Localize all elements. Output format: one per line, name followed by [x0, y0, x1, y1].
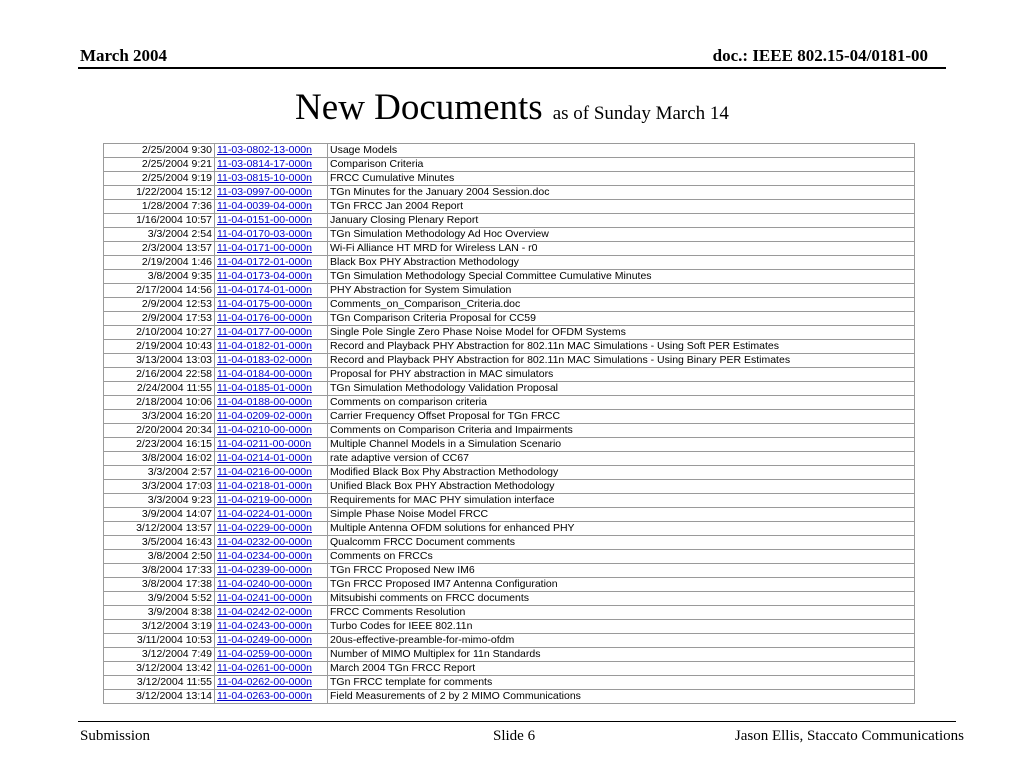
footer-author: Jason Ellis, Staccato Communications [734, 728, 964, 744]
doc-date: 2/20/2004 20:34 [104, 424, 215, 438]
doc-date: 3/11/2004 10:53 [104, 634, 215, 648]
doc-number-cell [215, 550, 328, 564]
table-row [104, 494, 915, 508]
doc-title: Turbo Codes for IEEE 802.11n [328, 620, 915, 634]
doc-number-cell [215, 228, 328, 242]
doc-date: 3/12/2004 3:19 [104, 620, 215, 634]
doc-number-link[interactable]: 11-04-0249-00-000n [217, 634, 312, 646]
header-doc-id: doc.: IEEE 802.15-04/0181-00 [712, 46, 928, 65]
doc-number-link[interactable]: 11-04-0170-03-000n [217, 228, 312, 240]
doc-number-cell [215, 662, 328, 676]
doc-number-link[interactable]: 11-04-0218-01-000n [217, 480, 312, 492]
header-divider [78, 67, 946, 69]
table-row [104, 368, 915, 382]
doc-number-cell [215, 690, 328, 704]
doc-number-cell [215, 256, 328, 270]
doc-title: Requirements for MAC PHY simulation interface [328, 494, 915, 508]
doc-date: 2/9/2004 17:53 [104, 312, 215, 326]
doc-title: 20us-effective-preamble-for-mimo-ofdm [328, 634, 915, 648]
doc-date: 3/9/2004 8:38 [104, 606, 215, 620]
doc-number-cell [215, 508, 328, 522]
doc-date: 2/19/2004 1:46 [104, 256, 215, 270]
doc-title: Usage Models [328, 144, 915, 158]
doc-number-cell [215, 214, 328, 228]
doc-number-cell [215, 158, 328, 172]
doc-number-link[interactable]: 11-04-0210-00-000n [217, 424, 312, 436]
doc-number-cell [215, 466, 328, 480]
doc-number-link[interactable]: 11-04-0151-00-000n [217, 214, 312, 226]
table-row [104, 340, 915, 354]
doc-date: 3/12/2004 13:14 [104, 690, 215, 704]
doc-title: FRCC Cumulative Minutes [328, 172, 915, 186]
doc-number-cell [215, 200, 328, 214]
table-row [104, 690, 915, 704]
table-row [104, 172, 915, 186]
doc-title: Comments_on_Comparison_Criteria.doc [328, 298, 915, 312]
doc-title: TGn FRCC Proposed IM7 Antenna Configuration [328, 578, 915, 592]
doc-number-link[interactable]: 11-04-0219-00-000n [217, 494, 312, 506]
doc-number-link[interactable]: 11-04-0259-00-000n [217, 648, 312, 660]
doc-date: 2/17/2004 14:56 [104, 284, 215, 298]
doc-date: 3/3/2004 2:54 [104, 228, 215, 242]
doc-number-link[interactable]: 11-04-0173-04-000n [217, 270, 312, 282]
doc-number-cell [215, 354, 328, 368]
doc-date: 1/16/2004 10:57 [104, 214, 215, 228]
doc-date: 3/3/2004 17:03 [104, 480, 215, 494]
table-row [104, 410, 915, 424]
doc-date: 3/12/2004 13:57 [104, 522, 215, 536]
table-row [104, 466, 915, 480]
doc-title: March 2004 TGn FRCC Report [328, 662, 915, 676]
doc-number-cell [215, 424, 328, 438]
doc-number-cell [215, 270, 328, 284]
doc-title: Carrier Frequency Offset Proposal for TGn FRCC [328, 410, 915, 424]
doc-number-cell [215, 536, 328, 550]
doc-number-cell [215, 676, 328, 690]
footer-divider [78, 721, 956, 722]
doc-date: 3/3/2004 2:57 [104, 466, 215, 480]
doc-date: 3/5/2004 16:43 [104, 536, 215, 550]
doc-number-link[interactable]: 11-04-0211-00-000n [217, 438, 312, 450]
table-row [104, 200, 915, 214]
doc-title: TGn FRCC template for comments [328, 676, 915, 690]
doc-number-cell [215, 480, 328, 494]
doc-number-cell [215, 592, 328, 606]
table-row [104, 564, 915, 578]
doc-title: Number of MIMO Multiplex for 11n Standards [328, 648, 915, 662]
doc-number-cell [215, 522, 328, 536]
table-row [104, 312, 915, 326]
table-row [104, 242, 915, 256]
doc-title: Wi-Fi Alliance HT MRD for Wireless LAN - r0 [328, 242, 915, 256]
doc-number-cell [215, 578, 328, 592]
table-row [104, 536, 915, 550]
table-row [104, 676, 915, 690]
doc-title: Proposal for PHY abstraction in MAC simulators [328, 368, 915, 382]
doc-number-link[interactable]: 11-04-0184-00-000n [217, 368, 312, 380]
table-row [104, 144, 915, 158]
doc-number-link[interactable]: 11-04-0209-02-000n [217, 410, 312, 422]
table-row [104, 326, 915, 340]
table-row [104, 186, 915, 200]
doc-date: 3/3/2004 16:20 [104, 410, 215, 424]
doc-number-cell [215, 144, 328, 158]
doc-date: 3/8/2004 17:33 [104, 564, 215, 578]
doc-title: TGn Simulation Methodology Special Committee Cumulative Minutes [328, 270, 915, 284]
table-row [104, 424, 915, 438]
doc-title: rate adaptive version of CC67 [328, 452, 915, 466]
doc-number-cell [215, 242, 328, 256]
doc-date: 2/18/2004 10:06 [104, 396, 215, 410]
table-row [104, 214, 915, 228]
doc-title: Unified Black Box PHY Abstraction Methodology [328, 480, 915, 494]
table-row [104, 284, 915, 298]
doc-number-link[interactable]: 11-04-0174-01-000n [217, 284, 312, 296]
footer-submission: Submission [80, 728, 151, 744]
table-row [104, 648, 915, 662]
table-row [104, 634, 915, 648]
documents-table [103, 143, 915, 704]
doc-number-link[interactable]: 11-04-0188-00-000n [217, 396, 312, 408]
doc-number-link[interactable]: 11-04-0232-00-000n [217, 536, 312, 548]
doc-date: 2/19/2004 10:43 [104, 340, 215, 354]
doc-title: FRCC Comments Resolution [328, 606, 915, 620]
doc-number-link[interactable]: 11-04-0175-00-000n [217, 298, 312, 310]
doc-title: Modified Black Box Phy Abstraction Methodology [328, 466, 915, 480]
doc-number-link[interactable]: 11-04-0229-00-000n [217, 522, 312, 534]
slide-title [0, 86, 1024, 129]
doc-number-link[interactable]: 11-03-0997-00-000n [217, 186, 312, 198]
table-row [104, 662, 915, 676]
slide-title-main: New Documents [295, 87, 543, 128]
footer-slide-number: Slide 6 [493, 728, 536, 744]
doc-date: 3/12/2004 7:49 [104, 648, 215, 662]
doc-title: Qualcomm FRCC Document comments [328, 536, 915, 550]
doc-title: Record and Playback PHY Abstraction for 802.11n MAC Simulations - Using Soft PER Estimates [328, 340, 915, 354]
doc-number-link[interactable]: 11-04-0239-00-000n [217, 564, 312, 576]
doc-number-cell [215, 186, 328, 200]
table-row [104, 480, 915, 494]
doc-number-link[interactable]: 11-04-0214-01-000n [217, 452, 312, 464]
doc-number-link[interactable]: 11-04-0263-00-000n [217, 690, 312, 702]
doc-number-link[interactable]: 11-04-0171-00-000n [217, 242, 312, 254]
doc-number-cell [215, 312, 328, 326]
table-row [104, 354, 915, 368]
doc-title: PHY Abstraction for System Simulation [328, 284, 915, 298]
doc-title: TGn Simulation Methodology Ad Hoc Overview [328, 228, 915, 242]
doc-number-cell [215, 634, 328, 648]
doc-number-link[interactable]: 11-04-0185-01-000n [217, 382, 312, 394]
doc-number-cell [215, 382, 328, 396]
doc-date: 3/9/2004 5:52 [104, 592, 215, 606]
doc-number-link[interactable]: 11-03-0802-13-000n [217, 144, 312, 156]
doc-date: 1/28/2004 7:36 [104, 200, 215, 214]
table-row [104, 452, 915, 466]
table-row [104, 298, 915, 312]
doc-number-link[interactable]: 11-03-0815-10-000n [217, 172, 312, 184]
doc-number-link[interactable]: 11-04-0039-04-000n [217, 200, 312, 212]
table-row [104, 396, 915, 410]
doc-number-link[interactable]: 11-04-0261-00-000n [217, 662, 312, 674]
table-row [104, 592, 915, 606]
doc-date: 3/8/2004 9:35 [104, 270, 215, 284]
doc-title: TGn Minutes for the January 2004 Session.doc [328, 186, 915, 200]
doc-date: 3/8/2004 17:38 [104, 578, 215, 592]
doc-number-link[interactable]: 11-04-0177-00-000n [217, 326, 312, 338]
doc-date: 3/8/2004 16:02 [104, 452, 215, 466]
doc-date: 2/25/2004 9:30 [104, 144, 215, 158]
doc-date: 3/9/2004 14:07 [104, 508, 215, 522]
table-row [104, 550, 915, 564]
doc-number-link[interactable]: 11-03-0814-17-000n [217, 158, 312, 170]
doc-title: TGn Simulation Methodology Validation Proposal [328, 382, 915, 396]
table-row [104, 606, 915, 620]
doc-date: 3/12/2004 11:55 [104, 676, 215, 690]
doc-title: TGn FRCC Jan 2004 Report [328, 200, 915, 214]
table-row [104, 438, 915, 452]
doc-number-cell [215, 494, 328, 508]
doc-title: Multiple Antenna OFDM solutions for enhanced PHY [328, 522, 915, 536]
doc-number-cell [215, 368, 328, 382]
doc-title: Comments on FRCCs [328, 550, 915, 564]
doc-number-cell [215, 648, 328, 662]
doc-number-link[interactable]: 11-04-0240-00-000n [217, 578, 312, 590]
doc-number-cell [215, 284, 328, 298]
doc-number-cell [215, 564, 328, 578]
table-row [104, 256, 915, 270]
doc-number-link[interactable]: 11-04-0262-00-000n [217, 676, 312, 688]
doc-number-link[interactable]: 11-04-0234-00-000n [217, 550, 312, 562]
doc-title: Mitsubishi comments on FRCC documents [328, 592, 915, 606]
doc-date: 2/10/2004 10:27 [104, 326, 215, 340]
doc-number-link[interactable]: 11-04-0182-01-000n [217, 340, 312, 352]
documents-table-body [104, 144, 915, 704]
table-row [104, 620, 915, 634]
doc-date: 2/25/2004 9:21 [104, 158, 215, 172]
doc-title: TGn Comparison Criteria Proposal for CC59 [328, 312, 915, 326]
table-row [104, 228, 915, 242]
doc-date: 3/3/2004 9:23 [104, 494, 215, 508]
doc-number-cell [215, 396, 328, 410]
doc-title: Single Pole Single Zero Phase Noise Model for OFDM Systems [328, 326, 915, 340]
table-row [104, 578, 915, 592]
doc-title: January Closing Plenary Report [328, 214, 915, 228]
doc-number-cell [215, 452, 328, 466]
doc-number-link[interactable]: 11-04-0243-00-000n [217, 620, 312, 632]
doc-number-cell [215, 438, 328, 452]
doc-number-link[interactable]: 11-04-0242-02-000n [217, 606, 312, 618]
doc-date: 2/16/2004 22:58 [104, 368, 215, 382]
doc-date: 2/9/2004 12:53 [104, 298, 215, 312]
doc-title: Black Box PHY Abstraction Methodology [328, 256, 915, 270]
doc-number-cell [215, 298, 328, 312]
doc-date: 1/22/2004 15:12 [104, 186, 215, 200]
doc-date: 2/23/2004 16:15 [104, 438, 215, 452]
table-row [104, 382, 915, 396]
doc-number-cell [215, 606, 328, 620]
doc-date: 3/12/2004 13:42 [104, 662, 215, 676]
doc-number-cell [215, 340, 328, 354]
doc-date: 3/13/2004 13:03 [104, 354, 215, 368]
doc-number-link[interactable]: 11-04-0224-01-000n [217, 508, 312, 520]
doc-date: 2/3/2004 13:57 [104, 242, 215, 256]
table-row [104, 508, 915, 522]
doc-number-link[interactable]: 11-04-0241-00-000n [217, 592, 312, 604]
doc-title: Record and Playback PHY Abstraction for 802.11n MAC Simulations - Using Binary PER Estimates [328, 354, 915, 368]
doc-title: Comments on Comparison Criteria and Impairments [328, 424, 915, 438]
doc-title: Comparison Criteria [328, 158, 915, 172]
doc-title: Comments on comparison criteria [328, 396, 915, 410]
doc-number-cell [215, 620, 328, 634]
doc-number-cell [215, 326, 328, 340]
doc-number-link[interactable]: 11-04-0216-00-000n [217, 466, 312, 478]
doc-number-link[interactable]: 11-04-0176-00-000n [217, 312, 312, 324]
doc-number-cell [215, 172, 328, 186]
doc-date: 3/8/2004 2:50 [104, 550, 215, 564]
doc-title: Field Measurements of 2 by 2 MIMO Communications [328, 690, 915, 704]
doc-title: Simple Phase Noise Model FRCC [328, 508, 915, 522]
doc-title: Multiple Channel Models in a Simulation Scenario [328, 438, 915, 452]
doc-number-link[interactable]: 11-04-0172-01-000n [217, 256, 312, 268]
header-date: March 2004 [80, 46, 168, 65]
table-row [104, 270, 915, 284]
table-row [104, 522, 915, 536]
slide-title-subtitle: as of Sunday March 14 [552, 103, 729, 124]
doc-title: TGn FRCC Proposed New IM6 [328, 564, 915, 578]
table-row [104, 158, 915, 172]
doc-date: 2/24/2004 11:55 [104, 382, 215, 396]
doc-number-link[interactable]: 11-04-0183-02-000n [217, 354, 312, 366]
doc-number-cell [215, 410, 328, 424]
doc-date: 2/25/2004 9:19 [104, 172, 215, 186]
